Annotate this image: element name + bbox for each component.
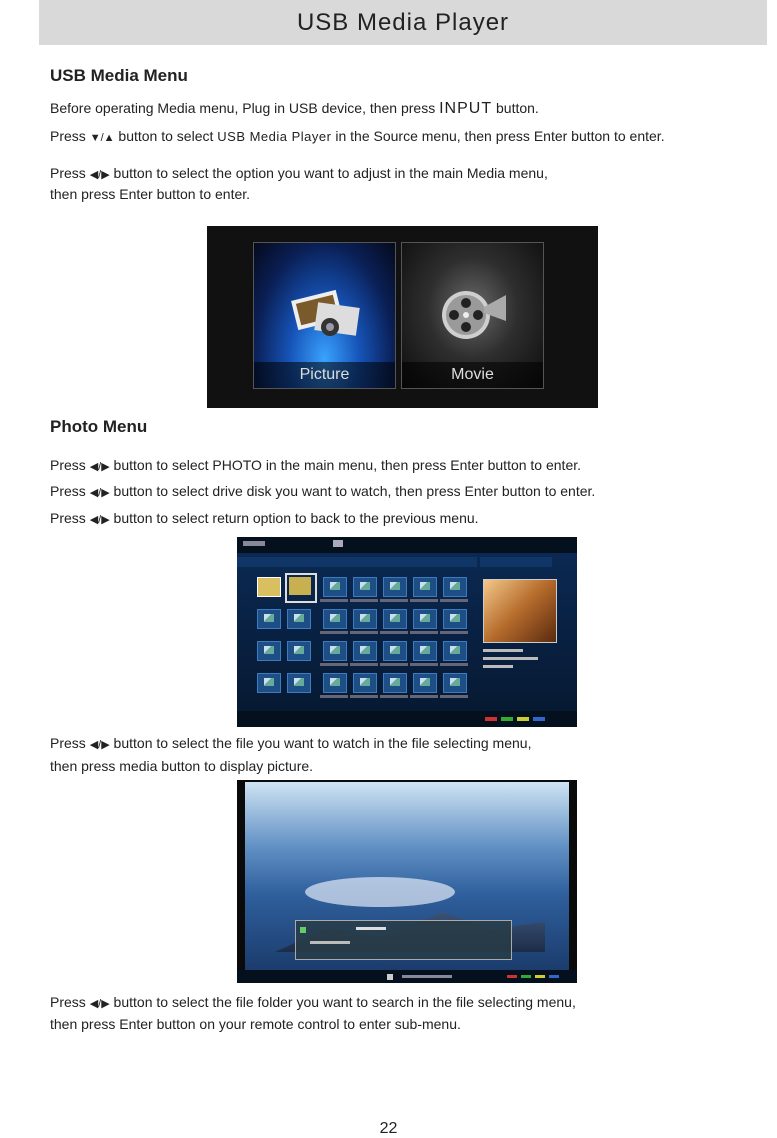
preview-info-line xyxy=(483,657,538,660)
source-name: USB Media Player xyxy=(217,129,332,144)
blue-key-hint xyxy=(549,975,559,978)
image-file-thumbnail xyxy=(443,577,467,597)
file-name-label xyxy=(350,599,378,602)
file-name-label xyxy=(350,663,378,666)
file-name-label xyxy=(410,663,438,666)
return-folder-icon xyxy=(257,577,281,597)
movie-tile-label: Movie xyxy=(402,362,543,388)
text-fragment: Press xyxy=(50,128,90,144)
arrow-keys-icon: ◀/▶ xyxy=(89,514,110,526)
image-file-thumbnail xyxy=(323,577,347,597)
playback-bar xyxy=(237,970,577,983)
picture-tile-label: Picture xyxy=(254,362,395,388)
file-name-label xyxy=(440,663,468,666)
image-file-thumbnail xyxy=(287,673,311,693)
text-fragment: Press xyxy=(50,510,90,526)
browser-title-bar xyxy=(237,537,577,553)
usb-icon xyxy=(333,540,343,547)
browser-title-placeholder xyxy=(243,541,265,546)
yellow-key-hint xyxy=(517,717,529,721)
pause-icon xyxy=(387,974,393,980)
paragraph-line: then press media button to display picture. xyxy=(50,758,314,774)
arrow-keys-icon: ◀/▶ xyxy=(89,487,110,499)
green-key-hint xyxy=(521,975,531,978)
yellow-key-hint xyxy=(535,975,545,978)
image-file-thumbnail xyxy=(413,673,437,693)
image-file-thumbnail xyxy=(287,641,311,661)
image-file-thumbnail xyxy=(383,673,407,693)
image-file-thumbnail xyxy=(353,577,377,597)
red-key-hint xyxy=(485,717,497,721)
picture-tile xyxy=(253,242,396,389)
photo-icon xyxy=(254,243,395,363)
text-fragment: in the Source menu, then press Enter button to enter. xyxy=(331,128,665,144)
text-fragment: Press xyxy=(50,483,90,499)
page-number: 22 xyxy=(379,1120,398,1137)
file-name-label xyxy=(350,631,378,634)
text-fragment: button to select the file you want to watch in the file selecting menu, xyxy=(109,735,532,751)
text-fragment: button. xyxy=(492,100,539,116)
film-reel-icon xyxy=(402,243,543,363)
image-file-thumbnail xyxy=(353,641,377,661)
text-fragment: button to select PHOTO in the main menu, then press Enter button to enter. xyxy=(109,457,582,473)
section-title-usb-media-menu: USB Media Menu xyxy=(50,66,188,85)
image-file-thumbnail xyxy=(257,673,281,693)
file-name-label xyxy=(410,695,438,698)
file-name-label xyxy=(320,663,348,666)
file-name-label xyxy=(410,599,438,602)
folder-icon xyxy=(289,577,311,595)
paragraph-line: then press Enter button to enter. xyxy=(50,186,251,202)
text-fragment: button to select the option you want to adjust in the main Media menu, xyxy=(109,165,548,181)
picture-display-screenshot xyxy=(237,780,577,983)
file-name-label xyxy=(440,599,468,602)
blue-key-hint xyxy=(533,717,545,721)
text-fragment: button to select xyxy=(114,128,218,144)
text-fragment: Before operating Media menu, Plug in USB device, then press xyxy=(50,100,440,116)
image-file-thumbnail xyxy=(383,641,407,661)
path-bar xyxy=(237,557,477,567)
image-file-thumbnail xyxy=(443,641,467,661)
page-header-title: USB Media Player xyxy=(296,8,510,36)
key-name-input: INPUT xyxy=(439,100,493,117)
image-file-thumbnail xyxy=(323,609,347,629)
paragraph-line xyxy=(50,507,479,531)
image-file-thumbnail xyxy=(257,609,281,629)
arrow-keys-icon: ◀/▶ xyxy=(89,739,110,751)
image-file-thumbnail xyxy=(287,609,311,629)
image-file-thumbnail xyxy=(323,641,347,661)
arrow-keys-icon: ◀/▶ xyxy=(89,998,110,1010)
paragraph-line xyxy=(50,991,576,1015)
green-key-hint xyxy=(501,717,513,721)
displayed-photo xyxy=(245,782,569,970)
preview-thumbnail xyxy=(483,579,557,643)
paragraph-line: then press Enter button on your remote control to enter sub-menu. xyxy=(50,1016,461,1032)
preview-header xyxy=(480,557,552,567)
file-name-label xyxy=(380,695,408,698)
red-key-hint xyxy=(507,975,517,978)
file-name-label xyxy=(320,599,348,602)
paragraph-line xyxy=(50,97,539,120)
image-file-thumbnail xyxy=(413,577,437,597)
file-name-label xyxy=(440,695,468,698)
file-name-label xyxy=(380,663,408,666)
image-file-thumbnail xyxy=(353,609,377,629)
text-fragment: Press xyxy=(50,735,90,751)
text-fragment: button to select return option to back to the previous menu. xyxy=(109,510,479,526)
photo-browser-screenshot xyxy=(237,537,577,727)
section-title-photo-menu: Photo Menu xyxy=(50,417,148,436)
image-file-thumbnail xyxy=(257,641,281,661)
paragraph-line xyxy=(50,480,595,504)
cloud xyxy=(305,877,455,907)
image-file-thumbnail xyxy=(383,609,407,629)
text-fragment: button to select drive disk you want to watch, then press Enter button to enter. xyxy=(109,483,596,499)
text-fragment: Press xyxy=(50,994,90,1010)
preview-info-line xyxy=(483,649,523,652)
image-file-thumbnail xyxy=(413,609,437,629)
file-name-label xyxy=(380,631,408,634)
info-popup xyxy=(295,920,512,960)
main-media-menu-screenshot xyxy=(207,226,598,408)
image-file-thumbnail xyxy=(443,673,467,693)
image-file-thumbnail xyxy=(383,577,407,597)
file-name-label xyxy=(440,631,468,634)
arrow-keys-icon: ▼/▲ xyxy=(89,132,115,144)
image-file-thumbnail xyxy=(323,673,347,693)
image-file-thumbnail xyxy=(353,673,377,693)
file-name-label xyxy=(320,631,348,634)
paragraph-line xyxy=(50,454,581,478)
popup-icon xyxy=(300,927,306,933)
arrow-keys-icon: ◀/▶ xyxy=(89,169,110,181)
file-name-label xyxy=(410,631,438,634)
file-name-label xyxy=(350,695,378,698)
text-fragment: Press xyxy=(50,457,90,473)
text-fragment: button to select the file folder you want to search in the file selecting menu, xyxy=(109,994,576,1010)
image-file-thumbnail xyxy=(413,641,437,661)
image-file-thumbnail xyxy=(443,609,467,629)
popup-info xyxy=(310,941,350,944)
page-header xyxy=(39,0,767,45)
file-name-label xyxy=(380,599,408,602)
paragraph-line xyxy=(50,125,665,149)
progress-track xyxy=(402,975,452,978)
preview-info-line xyxy=(483,665,513,668)
file-name-label xyxy=(320,695,348,698)
text-fragment: Press xyxy=(50,165,90,181)
popup-filename xyxy=(356,927,386,930)
movie-tile xyxy=(401,242,544,389)
arrow-keys-icon: ◀/▶ xyxy=(89,461,110,473)
paragraph-line xyxy=(50,732,531,756)
